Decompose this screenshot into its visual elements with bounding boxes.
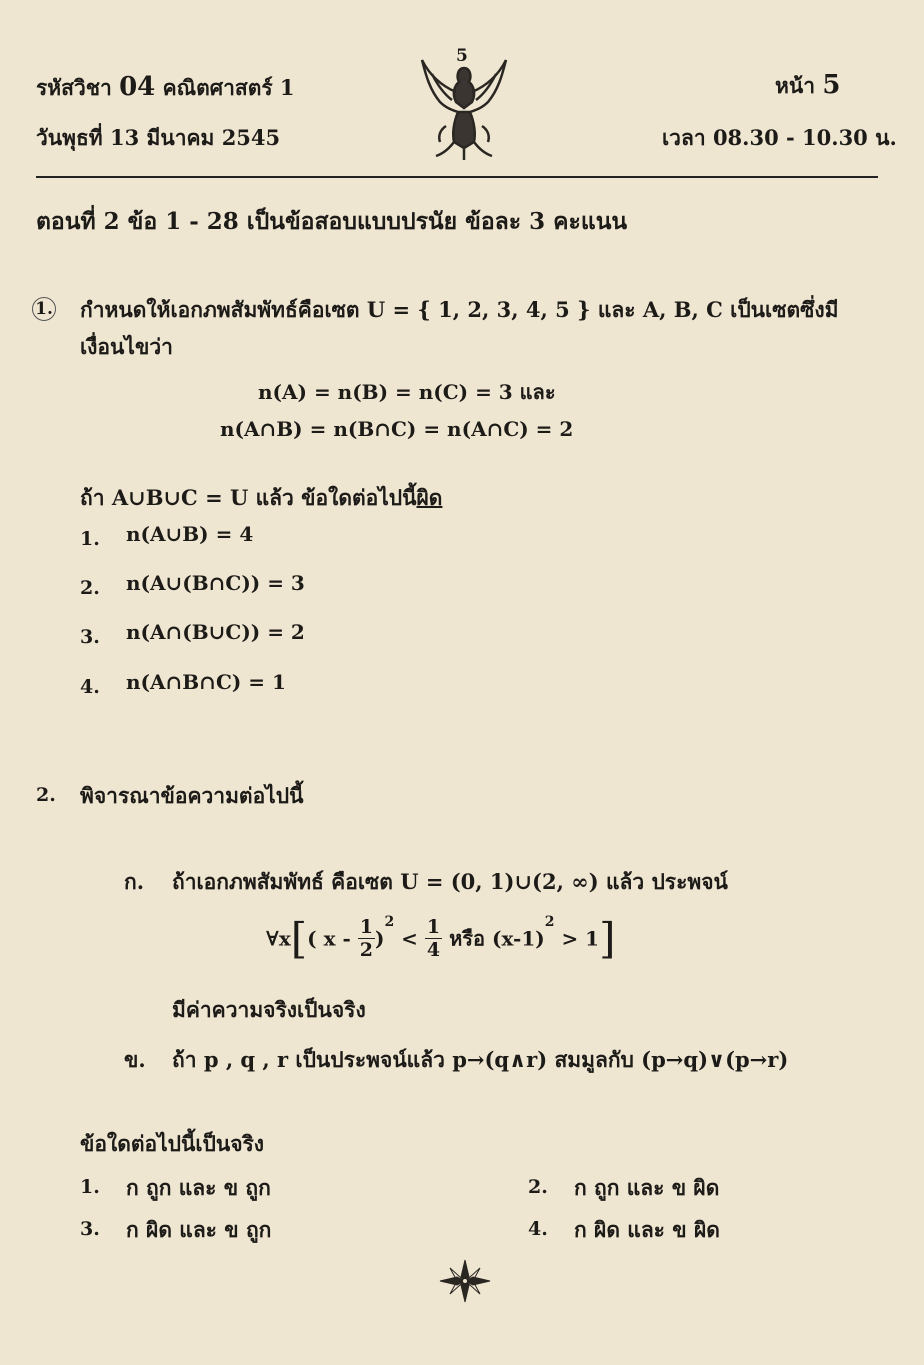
formula-exponent: 2 [384,914,395,930]
q2-choice-text: ก ผิด และ ข ถูก [126,1217,272,1242]
q2-number: 2. [36,784,56,806]
formula-exponent: 2 [544,914,555,930]
fraction-denominator: 2 [359,939,373,961]
fraction-denominator: 4 [426,939,441,961]
page-label: หน้า [775,73,815,98]
subject-code: 04 [119,72,156,102]
q1-number-label: 1. [32,297,56,321]
q1-choice-number: 1. [80,528,100,550]
q1-question [80,482,442,515]
q1-number [32,294,56,321]
q2-choice-number: 3. [80,1218,100,1240]
q1-choice-text: n(A∪B) = 4 [126,522,254,546]
formula-bracket-open: [ [290,914,308,963]
subject-line [36,72,295,105]
subject-name: คณิตศาสตร์ 1 [162,75,295,100]
fraction-one-quarter [425,916,442,961]
formula-operator: < [401,926,418,951]
section-title: ตอนที่ 2 ข้อ 1 - 28 เป็นข้อสอบแบบปรนัย ข้อละ 3 คะแนน [36,208,628,235]
q2-item-b-text: ถ้า p , q , r เป็นประพจน์แล้ว p→(q∧r) สมมูลกับ (p→q)∨(p→r) [172,1047,789,1072]
exam-date: วันพุธที่ 13 มีนาคม 2545 [36,125,281,150]
q2-choice-number: 2. [528,1176,548,1198]
compass-ornament-icon [438,1258,492,1304]
page-number: 5 [822,70,841,100]
q2-question: ข้อใดต่อไปนี้เป็นจริง [80,1131,265,1156]
q1-question-emphasis: ผิด [416,485,443,510]
exam-time: เวลา 08.30 - 10.30 น. [662,125,897,150]
formula-part: ( x - [307,926,351,951]
q2-choice-text: ก ถูก และ ข ถูก [126,1175,271,1200]
q1-choice-text: n(A∪(B∩C)) = 3 [126,571,305,595]
formula-part: ) [374,926,385,951]
q1-stem-line1: กำหนดให้เอกภพสัมพัทธ์คือเซต U = { 1, 2, 3, 4, 5 } และ A, B, C เป็นเซตซึ่งมี [80,297,839,322]
q1-choice-number: 2. [80,577,100,599]
emblem-number: 5 [456,46,468,66]
subject-code-label: รหัสวิชา [36,75,112,100]
q2-stem: พิจารณาข้อความต่อไปนี้ [80,783,304,808]
q1-equation-2: n(A∩B) = n(B∩C) = n(A∩C) = 2 [220,417,574,441]
formula-or: หรือ [449,926,486,951]
q1-choice-text: n(A∩B∩C) = 1 [126,670,286,694]
page-indicator [775,70,840,103]
q2-item-a-label: ก. [124,869,145,894]
q2-choice-text: ก ถูก และ ข ผิด [574,1175,720,1200]
q1-equation-1: n(A) = n(B) = n(C) = 3 และ [258,380,556,404]
q1-choice-number: 4. [80,676,100,698]
q1-choice-text: n(A∩(B∪C)) = 2 [126,620,305,644]
q2-item-a-formula [266,914,615,963]
formula-bracket-close: ] [599,914,616,963]
fraction-numerator: 1 [426,916,441,938]
fraction-numerator: 1 [359,916,373,938]
q1-choice-number: 3. [80,626,100,648]
q1-question-text: ถ้า A∪B∪C = U แล้ว ข้อใดต่อไปนี้ [80,485,417,510]
q2-choice-number: 1. [80,1176,100,1198]
q2-item-a-text: ถ้าเอกภพสัมพัทธ์ คือเซต U = (0, 1)∪(2, ∞) แล้ว ประพจน์ [172,869,728,894]
garuda-emblem-icon [412,46,516,164]
q2-item-a-truth: มีค่าความจริงเป็นจริง [172,997,366,1022]
formula-operator: > 1 [561,926,600,951]
q2-item-b-label: ข. [124,1047,146,1072]
q2-choice-text: ก ผิด และ ข ผิด [574,1217,720,1242]
q1-stem-line2: เงื่อนไขว่า [80,334,173,359]
header-rule [36,176,878,178]
formula-part: (x-1) [492,926,545,951]
q2-choice-number: 4. [528,1218,548,1240]
fraction-one-half [358,916,375,961]
formula-forall: ∀x [266,926,291,951]
